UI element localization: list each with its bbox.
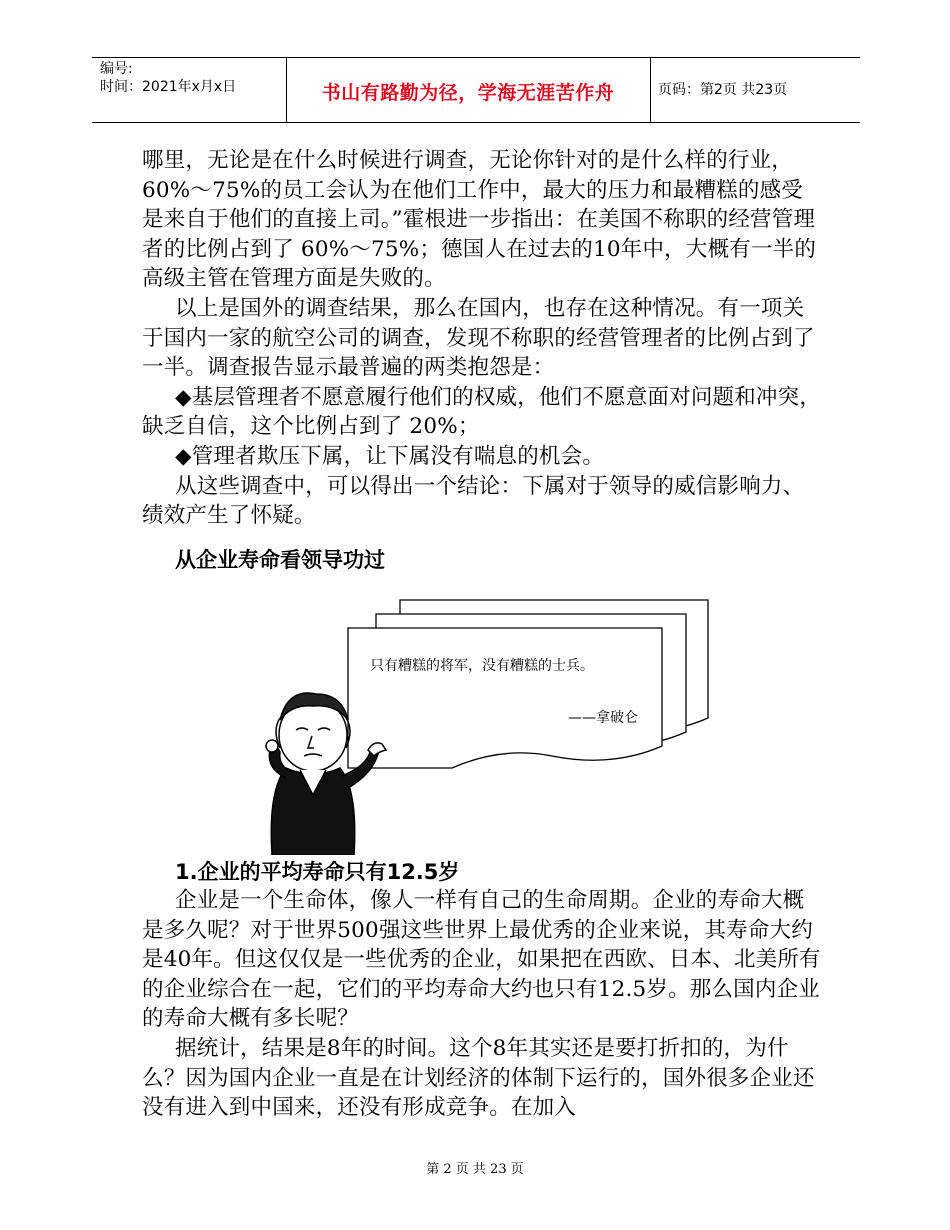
body-section-2 [142,886,822,1123]
body-paragraph-1: 哪里，无论是在什么时候进行调查，无论你针对的是什么样的行业，60%～75%的员工会认为在他们工作中，最大的压力和最糟糕的感受是来自于他们的直接上司。”霍根进一步指出：在美国不称职的经营管理者的比例占到了 60%～75%；德国人在过去的10年中，大概有一半的高级主管在管理方面是失败的。 [142,148,817,292]
header-motto: 书山有路勤为径，学海无涯苦作舟 [321,82,615,104]
quote-text: 只有糟糕的将军，没有糟糕的士兵。 [370,658,594,674]
body-paragraph-2: 以上是国外的调查结果，那么在国内，也存在这种情况。有一项关于国内一家的航空公司的调查，发现不称职的经营管理者的比例占到了一半。调查报告显示最普遍的两类抱怨是： [142,295,815,381]
header-time-label: 时间：2021年x月x日 [100,79,237,95]
page-footer: 第 2 页 共 23 页 [426,1162,524,1177]
header-divider-right [650,57,651,123]
body-section-1 [142,146,822,531]
bullet-item-1: ◆基层管理者不愿意履行他们的权威，他们不愿意面对问题和冲突，缺乏自信，这个比例占到了 20%； [142,384,822,440]
bullet-item-2: ◆管理者欺压下属，让下属没有喘息的机会。 [175,443,605,469]
header-bottom-rule [92,122,860,123]
napoleon-quote-illustration [258,590,728,855]
section-heading: 从企业寿命看领导功过 [175,548,385,572]
quote-attribution: ——拿破仑 [568,710,638,726]
subsection-title: 1.企业的平均寿命只有12.5岁 [175,860,460,884]
body2-paragraph-1: 企业是一个生命体，像人一样有自己的生命周期。企业的寿命大概是多久呢？对于世界500强这些世界上最优秀的企业来说，其寿命大约是40年。但这仅仅是一些优秀的企业，如果把在西欧、日本、北美所有的企业综合在一起，它们的平均寿命大约也只有12.5岁。那么国内企业的寿命大概有多长呢？ [142,888,821,1032]
header-page-label: 页码：第2页 共23页 [658,82,788,98]
stacked-cards-icon [348,600,708,768]
body2-paragraph-2: 据统计，结果是8年的时间。这个8年其实还是要打折扣的，为什么？因为国内企业一直是在计划经济的体制下运行的，国外很多企业还没有进入到中国来，还没有形成竞争。在加入 [142,1035,815,1121]
header-number-label: 编号: [100,61,133,77]
header-top-rule [92,57,860,58]
body-paragraph-3: 从这些调查中，可以得出一个结论：下属对于领导的威信影响力、绩效产生了怀疑。 [142,473,805,529]
